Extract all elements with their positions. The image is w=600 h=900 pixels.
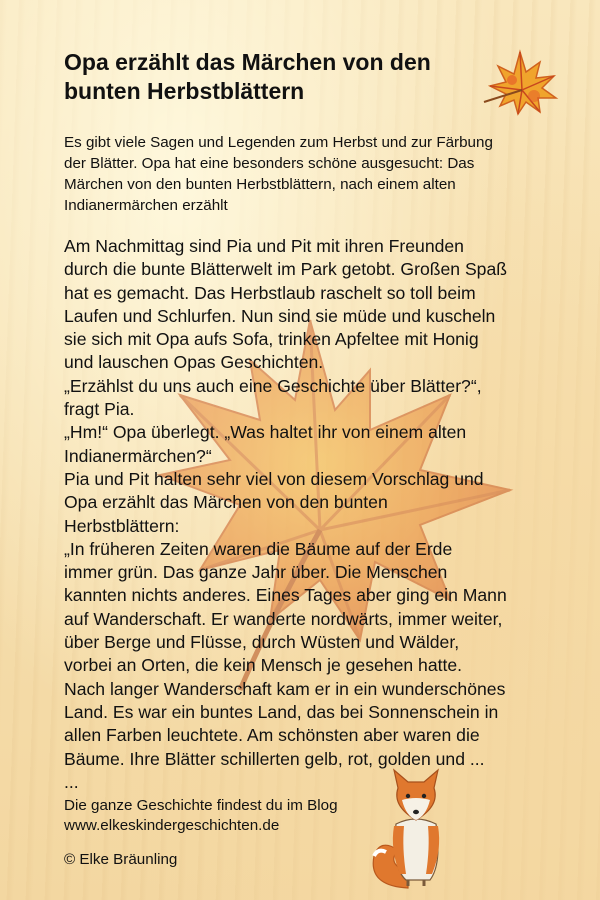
story-line: „Erzählst du uns auch eine Geschichte über Blätter?“, — [64, 375, 482, 396]
title-line: bunten Herbstblättern — [64, 78, 305, 104]
story-line: allen Farben leuchtete. Am schönsten aber waren die — [64, 725, 480, 746]
story-line: durch die bunte Blätterwelt im Park getobt. Großen Spaß — [64, 259, 507, 280]
story-line: „In früheren Zeiten waren die Bäume auf der Erde — [64, 538, 453, 559]
story-line: hat es gemacht. Das Herbstlaub raschelt so toll beim — [64, 282, 476, 303]
blog-link[interactable]: www.elkeskindergeschichten.de — [64, 817, 280, 834]
story-line: ... — [64, 771, 79, 792]
page-title — [64, 48, 484, 106]
story-line: Bäume. Ihre Blätter schillerten gelb, rot, golden und ... — [64, 748, 485, 769]
title-line: Opa erzählt das Märchen von den — [64, 49, 431, 75]
copyright: © Elke Bräunling — [64, 851, 178, 868]
intro-line: Es gibt viele Sagen und Legenden zum Herbst und zur Färbung — [64, 134, 493, 151]
autumn-leaf-icon — [478, 46, 562, 118]
story-line: Herbstblättern: — [64, 515, 180, 536]
story-line: Nach langer Wanderschaft kam er in ein wunderschönes — [64, 678, 506, 699]
story-line: sie sich mit Opa aufs Sofa, trinken Apfeltee mit Honig — [64, 329, 479, 350]
story-line: Indianermärchen?“ — [64, 445, 212, 466]
story-line: vorbei an Orten, die kein Mensch je gesehen hatte. — [64, 655, 463, 676]
story-line: immer grün. Das ganze Jahr über. Die Menschen — [64, 562, 448, 583]
intro-line: der Blätter. Opa hat eine besonders schöne ausgesucht: Das — [64, 155, 475, 172]
story-line: Am Nachmittag sind Pia und Pit mit ihren Freunden — [64, 236, 464, 256]
story-line: Land. Es war ein buntes Land, das bei Sonnenschein in — [64, 701, 499, 722]
story-line: Pia und Pit halten sehr viel von diesem Vorschlag und — [64, 468, 484, 489]
story-line: kannten nichts anderes. Eines Tages aber ging ein Mann — [64, 585, 507, 606]
story-line: fragt Pia. — [64, 399, 135, 420]
story-line: und lauschen Opas Geschichten. — [64, 352, 324, 373]
intro-line: Märchen von den bunten Herbstblättern, nach einem alten — [64, 176, 456, 193]
footer — [64, 796, 384, 836]
story-line: „Hm!“ Opa überlegt. „Was haltet ihr von einem alten — [64, 422, 467, 443]
story-line: über Berge und Flüsse, durch Wüsten und Wälder, — [64, 632, 460, 653]
intro-line: Indianermärchen erzählt — [64, 197, 228, 214]
story-text — [64, 235, 534, 794]
story-line: Laufen und Schlurfen. Nun sind sie müde und kuscheln — [64, 305, 496, 326]
story-line: auf Wanderschaft. Er wanderte nordwärts, immer weiter, — [64, 608, 503, 629]
blog-hint: Die ganze Geschichte findest du im Blog — [64, 797, 338, 814]
intro-paragraph — [64, 132, 544, 216]
story-line: Opa erzählt das Märchen von den bunten — [64, 492, 388, 513]
